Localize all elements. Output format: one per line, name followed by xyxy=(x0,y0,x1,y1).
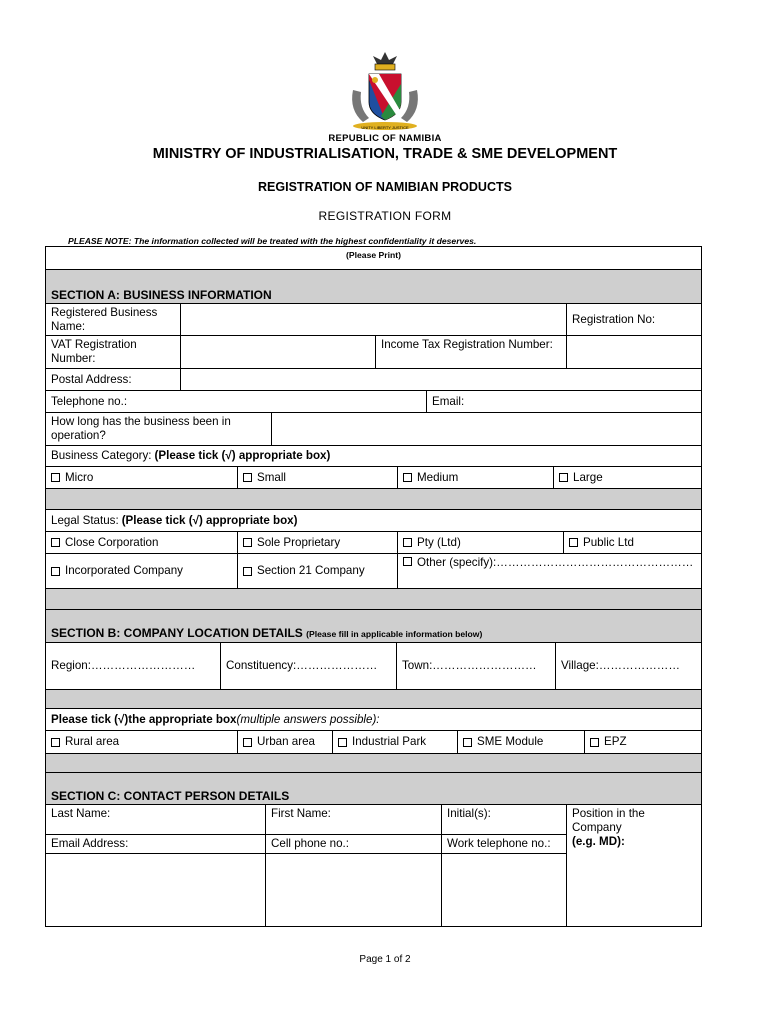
town-label: Town:……………………… xyxy=(402,659,537,672)
checkbox-icon[interactable] xyxy=(51,538,60,547)
section-b-note: (Please fill in applicable information below) xyxy=(306,629,483,639)
spacer-row xyxy=(45,588,702,610)
telephone-label: Telephone no.: xyxy=(51,394,128,408)
legal-status-label: Legal Status: xyxy=(51,513,119,527)
region-field[interactable] xyxy=(45,642,221,690)
spacer-row xyxy=(45,488,702,510)
area-industrial-park-checkbox[interactable]: Industrial Park xyxy=(332,730,458,754)
checkbox-icon[interactable] xyxy=(51,473,60,482)
telephone-field[interactable] xyxy=(45,390,427,413)
work-telephone-label-cell xyxy=(441,834,567,854)
postal-address-field[interactable] xyxy=(180,368,702,391)
section-b-title: SECTION B: COMPANY LOCATION DETAILS (Please fill in applicable information below) xyxy=(51,626,483,640)
checkbox-icon[interactable] xyxy=(463,738,472,747)
section-a-title: SECTION A: BUSINESS INFORMATION xyxy=(51,288,272,302)
please-print-row xyxy=(45,246,702,270)
village-field[interactable] xyxy=(555,642,702,690)
checkbox-icon[interactable] xyxy=(243,538,252,547)
section-a-header xyxy=(45,269,702,304)
legal-public-ltd-checkbox[interactable]: Public Ltd xyxy=(563,531,702,554)
last-name-label: Last Name: xyxy=(51,807,111,820)
svg-text:UNITY LIBERTY JUSTICE: UNITY LIBERTY JUSTICE xyxy=(361,125,409,130)
business-category-row xyxy=(45,445,702,467)
legal-section21-company-checkbox[interactable]: Section 21 Company xyxy=(237,553,398,589)
category-micro-checkbox[interactable]: Micro xyxy=(45,466,238,489)
area-instruction-note: (multiple answers possible): xyxy=(236,712,380,726)
registration-no-label: Registration No: xyxy=(572,312,656,326)
ministry-heading: MINISTRY OF INDUSTRIALISATION, TRADE & SME DEVELOPMENT xyxy=(152,146,618,162)
legal-incorporated-company-checkbox[interactable]: Incorporated Company xyxy=(45,553,238,589)
registered-business-name-field[interactable] xyxy=(180,303,567,336)
area-instruction-row xyxy=(45,708,702,731)
initials-label: Initial(s): xyxy=(447,807,491,820)
postal-address-label: Postal Address: xyxy=(45,368,181,391)
email-label: Email: xyxy=(432,394,465,408)
category-large-checkbox[interactable]: Large xyxy=(553,466,702,489)
constituency-label: Constituency:………………… xyxy=(226,659,378,672)
checkbox-icon[interactable] xyxy=(569,538,578,547)
form-subtitle: REGISTRATION FORM xyxy=(318,209,452,223)
region-label: Region:……………………… xyxy=(51,659,196,672)
business-category-instruction: (Please tick (√) appropriate box) xyxy=(154,449,331,462)
village-label: Village:………………… xyxy=(561,659,680,672)
legal-status-instruction: (Please tick (√) appropriate box) xyxy=(121,513,298,527)
category-medium-checkbox[interactable]: Medium xyxy=(397,466,554,489)
position-example: (e.g. MD): xyxy=(572,835,625,848)
work-telephone-label: Work telephone no.: xyxy=(447,837,551,850)
email-field[interactable] xyxy=(426,390,702,413)
form-title: REGISTRATION OF NAMIBIAN PRODUCTS xyxy=(258,180,512,194)
country-heading: REPUBLIC OF NAMIBIA xyxy=(328,133,442,144)
legal-status-row xyxy=(45,509,702,532)
legal-other-checkbox[interactable]: Other (specify):…………………………………………… xyxy=(397,553,702,589)
work-telephone-field[interactable] xyxy=(441,853,567,927)
first-name-field[interactable] xyxy=(265,804,442,835)
section-c-title: SECTION C: CONTACT PERSON DETAILS xyxy=(51,789,290,803)
section-b-header xyxy=(45,609,702,643)
confidentiality-note: PLEASE NOTE: The information collected will be treated with the highest confidentiality it deserves. xyxy=(68,236,477,246)
cell-phone-label: Cell phone no.: xyxy=(271,837,349,850)
checkbox-icon[interactable] xyxy=(243,567,252,576)
checkbox-icon[interactable] xyxy=(338,738,347,747)
email-address-label: Email Address: xyxy=(51,837,129,850)
checkbox-icon[interactable] xyxy=(403,473,412,482)
checkbox-icon[interactable] xyxy=(403,557,412,566)
position-field[interactable] xyxy=(566,804,702,927)
vat-registration-label: VAT Registration Number: xyxy=(45,335,181,369)
cell-phone-field[interactable] xyxy=(265,853,442,927)
area-rural-checkbox[interactable]: Rural area xyxy=(45,730,238,754)
town-field[interactable] xyxy=(396,642,556,690)
legal-pty-ltd-checkbox[interactable]: Pty (Ltd) xyxy=(397,531,564,554)
checkbox-icon[interactable] xyxy=(403,538,412,547)
please-print-label: (Please Print) xyxy=(346,250,401,260)
initials-field[interactable] xyxy=(441,804,567,835)
checkbox-icon[interactable] xyxy=(51,738,60,747)
email-address-label-cell xyxy=(45,834,266,854)
legal-close-corporation-checkbox[interactable]: Close Corporation xyxy=(45,531,238,554)
position-label: Position in the Company xyxy=(572,807,645,834)
checkbox-icon[interactable] xyxy=(51,567,60,576)
email-address-field[interactable] xyxy=(45,853,266,927)
checkbox-icon[interactable] xyxy=(243,473,252,482)
last-name-field[interactable] xyxy=(45,804,266,835)
section-c-header xyxy=(45,772,702,805)
registered-business-name-label: Registered Business Name: xyxy=(45,303,181,336)
first-name-label: First Name: xyxy=(271,807,331,820)
page-number: Page 1 of 2 xyxy=(359,954,411,965)
vat-registration-field[interactable] xyxy=(180,335,376,369)
area-instruction-label: Please tick (√)the appropriate box xyxy=(51,712,237,726)
income-tax-registration-field[interactable] xyxy=(566,335,702,369)
namibia-coat-of-arms-icon xyxy=(345,50,425,132)
income-tax-registration-label: Income Tax Registration Number: xyxy=(375,335,567,369)
checkbox-icon[interactable] xyxy=(590,738,599,747)
business-category-label: Business Category: xyxy=(51,449,152,462)
constituency-field[interactable] xyxy=(220,642,397,690)
spacer-row xyxy=(45,689,702,709)
business-duration-field[interactable] xyxy=(271,412,702,446)
legal-sole-proprietary-checkbox[interactable]: Sole Proprietary xyxy=(237,531,398,554)
area-urban-checkbox[interactable]: Urban area xyxy=(237,730,333,754)
cell-phone-label-cell xyxy=(265,834,442,854)
area-sme-module-checkbox[interactable]: SME Module xyxy=(457,730,585,754)
spacer-row xyxy=(45,753,702,773)
category-small-checkbox[interactable]: Small xyxy=(237,466,398,489)
registration-no-field[interactable] xyxy=(566,303,702,336)
checkbox-icon[interactable] xyxy=(243,738,252,747)
checkbox-icon[interactable] xyxy=(559,473,568,482)
business-duration-label: How long has the business been in operation? xyxy=(45,412,272,446)
area-epz-checkbox[interactable]: EPZ xyxy=(584,730,702,754)
